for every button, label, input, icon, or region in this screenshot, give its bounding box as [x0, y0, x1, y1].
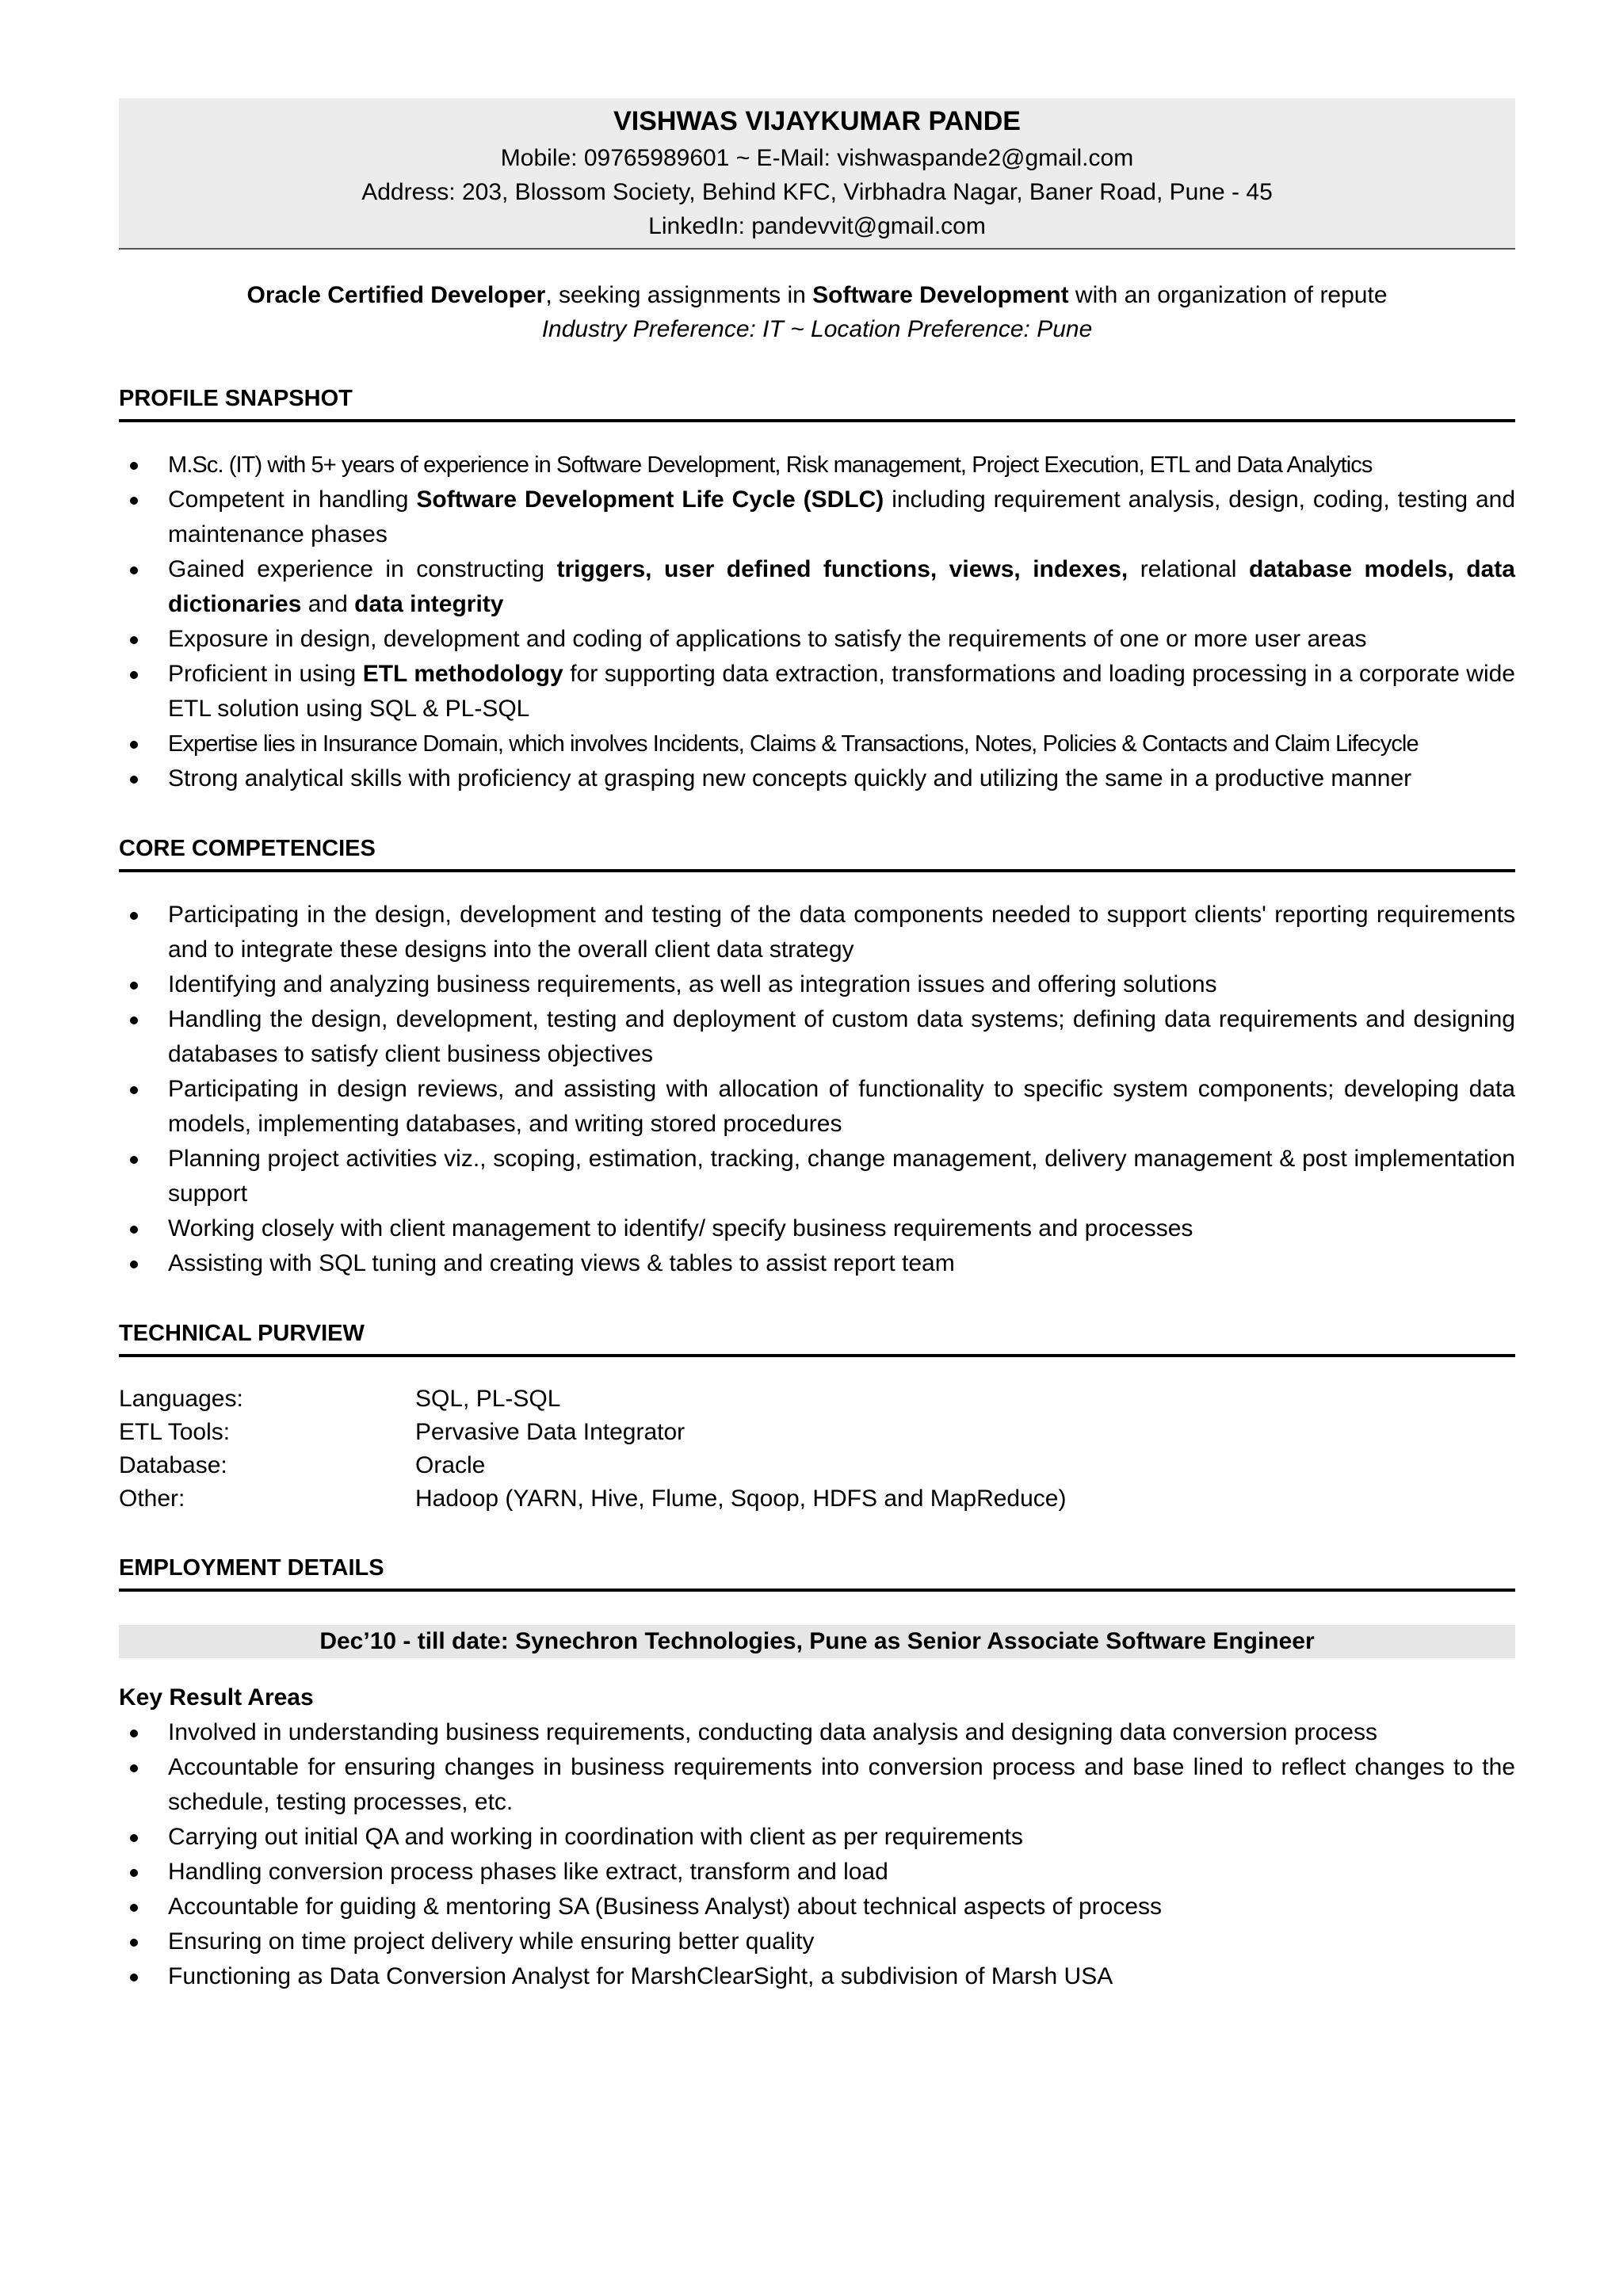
list-item-text: Accountable for guiding & mentoring SA (Business Analyst) about technical aspects of process	[168, 1894, 1163, 1920]
bullet-icon	[130, 1904, 138, 1912]
resume-header	[119, 98, 1515, 250]
candidate-name: VISHWAS VIJAYKUMAR PANDE	[613, 106, 1021, 136]
list-item	[119, 657, 1515, 727]
table-row	[119, 1383, 1066, 1416]
tech-value: SQL, PL-SQL	[415, 1386, 561, 1412]
list-item-text: for supporting data extraction, transformations and loading processing in a corporate wide ETL solution using SQL & PL-SQL	[168, 661, 1515, 722]
list-item-bold: ETL methodology	[362, 661, 563, 687]
bullet-icon	[130, 1764, 138, 1772]
bullet-icon	[130, 1834, 138, 1842]
list-item-text: Handling the design, development, testing and deployment of custom data systems; defining data requirements and designing databases to satisfy client business objectives	[168, 1006, 1515, 1067]
address-line: Address: 203, Blossom Society, Behind KFC, Virbhadra Nagar, Baner Road, Pune - 45	[361, 179, 1273, 205]
list-item-text: Functioning as Data Conversion Analyst for MarshClearSight, a subdivision of Marsh USA	[168, 1963, 1113, 1989]
list-item	[119, 967, 1515, 1002]
list-item	[119, 482, 1515, 552]
kra-list	[119, 1715, 1515, 1994]
list-item	[119, 1855, 1515, 1890]
list-item	[119, 1959, 1515, 1994]
list-item-text: Proficient in using	[168, 661, 363, 687]
list-item	[119, 1246, 1515, 1281]
tech-value: Oracle	[415, 1452, 486, 1478]
objective-field: Software Development	[812, 282, 1069, 308]
bullet-icon	[130, 1869, 138, 1877]
contact-line: Mobile: 09765989601 ~ E-Mail: vishwaspande2@gmail.com	[500, 145, 1134, 171]
list-item-text: relational	[1128, 556, 1249, 582]
profile-list	[119, 448, 1515, 796]
tech-label: ETL Tools:	[119, 1419, 231, 1445]
resume-content	[119, 98, 1515, 1994]
list-item	[119, 1924, 1515, 1959]
bullet-icon	[130, 1730, 138, 1737]
section-title-core: CORE COMPETENCIES	[119, 833, 1515, 872]
list-item-text: Expertise lies in Insurance Domain, which involves Incidents, Claims & Transactions, Notes, Policies & Contacts and Claim Lifecycle	[168, 731, 1419, 757]
bullet-icon	[130, 1261, 138, 1268]
list-item-text: Participating in the design, development and testing of the data components needed to support clients' reporting requirements and to integrate these designs into the overall client data strategy	[168, 902, 1515, 963]
bullet-icon	[130, 1086, 138, 1094]
objective-text-2: with an organization of repute	[1068, 282, 1388, 308]
section-title-profile: PROFILE SNAPSHOT	[119, 383, 1515, 422]
table-row	[119, 1449, 1066, 1482]
list-item	[119, 552, 1515, 622]
list-item-text: Competent in handling	[168, 486, 417, 513]
bullet-icon	[130, 1974, 138, 1981]
list-item	[119, 1142, 1515, 1211]
list-item-text: Ensuring on time project delivery while ensuring better quality	[168, 1928, 815, 1955]
list-item	[119, 1211, 1515, 1246]
technical-table	[119, 1383, 1066, 1516]
list-item	[119, 1072, 1515, 1142]
key-result-areas-heading: Key Result Areas	[119, 1684, 314, 1711]
bullet-icon	[130, 1156, 138, 1164]
list-item-text: Participating in design reviews, and assisting with allocation of functionality to specific system components; developing data models, implementing databases, and writing stored procedures	[168, 1076, 1515, 1137]
list-item	[119, 761, 1515, 796]
list-item-text: Exposure in design, development and coding of applications to satisfy the requirements of one or more user areas	[168, 626, 1367, 652]
bullet-icon	[130, 776, 138, 784]
core-list	[119, 898, 1515, 1281]
linkedin-line: LinkedIn: pandevvit@gmail.com	[648, 213, 986, 239]
list-item-text: Assisting with SQL tuning and creating views & tables to assist report team	[168, 1250, 955, 1276]
bullet-icon	[130, 1939, 138, 1947]
bullet-icon	[130, 1016, 138, 1024]
list-item-bold: triggers, user defined functions, views, indexes,	[556, 556, 1128, 582]
list-item	[119, 898, 1515, 967]
list-item-text: Identifying and analyzing business requirements, as well as integration issues and offering solutions	[168, 971, 1217, 997]
objective-statement	[119, 278, 1515, 312]
bullet-icon	[130, 982, 138, 990]
list-item-text: Strong analytical skills with proficiency at grasping new concepts quickly and utilizing the same in a productive manner	[168, 765, 1412, 791]
objective-text-1: , seeking assignments in	[545, 282, 813, 308]
list-item	[119, 1002, 1515, 1072]
preference-line: Industry Preference: IT ~ Location Preference: Pune	[541, 316, 1093, 342]
list-item-bold: data integrity	[354, 591, 504, 617]
table-row	[119, 1482, 1066, 1516]
tech-label: Other:	[119, 1486, 185, 1512]
list-item-bold: database models, data dictionaries	[168, 556, 1515, 617]
bullet-icon	[130, 636, 138, 644]
bullet-icon	[130, 497, 138, 505]
table-row	[119, 1416, 1066, 1449]
list-item	[119, 448, 1515, 482]
list-item	[119, 727, 1515, 761]
list-item-text: M.Sc. (IT) with 5+ years of experience in Software Development, Risk management, Project Execution, ETL and Data Analytics	[168, 452, 1373, 478]
list-item	[119, 1715, 1515, 1750]
tech-value: Pervasive Data Integrator	[415, 1419, 685, 1445]
list-item	[119, 622, 1515, 657]
bullet-icon	[130, 912, 138, 920]
job-title-bar: Dec’10 - till date: Synechron Technologies, Pune as Senior Associate Software Engineer	[119, 1625, 1515, 1658]
list-item-text: including requirement analysis, design, coding, testing and maintenance phases	[168, 486, 1516, 547]
objective-role: Oracle Certified Developer	[246, 282, 546, 308]
list-item-bold: Software Development Life Cycle (SDLC)	[416, 486, 884, 513]
tech-label: Languages:	[119, 1386, 243, 1412]
bullet-icon	[130, 566, 138, 574]
bullet-icon	[130, 671, 138, 679]
list-item-text: Carrying out initial QA and working in coordination with client as per requirements	[168, 1824, 1023, 1850]
list-item	[119, 1890, 1515, 1924]
tech-value: Hadoop (YARN, Hive, Flume, Sqoop, HDFS and MapReduce)	[415, 1486, 1067, 1512]
bullet-icon	[130, 462, 138, 470]
list-item-text: Gained experience in constructing	[168, 556, 557, 582]
list-item-text: Working closely with client management to identify/ specify business requirements and processes	[168, 1215, 1193, 1241]
list-item-text: Planning project activities viz., scoping, estimation, tracking, change management, delivery management & post implementation support	[168, 1146, 1515, 1207]
list-item	[119, 1820, 1515, 1855]
list-item-text: and	[301, 591, 355, 617]
list-item-text: Involved in understanding business requirements, conducting data analysis and designing data conversion process	[168, 1719, 1377, 1745]
section-title-employment: EMPLOYMENT DETAILS	[119, 1552, 1515, 1592]
list-item-text: Handling conversion process phases like extract, transform and load	[168, 1859, 888, 1885]
career-objective	[119, 278, 1515, 346]
list-item	[119, 1750, 1515, 1820]
bullet-icon	[130, 1226, 138, 1234]
section-title-technical: TECHNICAL PURVIEW	[119, 1318, 1515, 1357]
bullet-icon	[130, 741, 138, 749]
tech-label: Database:	[119, 1452, 227, 1478]
list-item-text: Accountable for ensuring changes in business requirements into conversion process and base lined to reflect changes to the schedule, testing processes, etc.	[168, 1754, 1515, 1815]
